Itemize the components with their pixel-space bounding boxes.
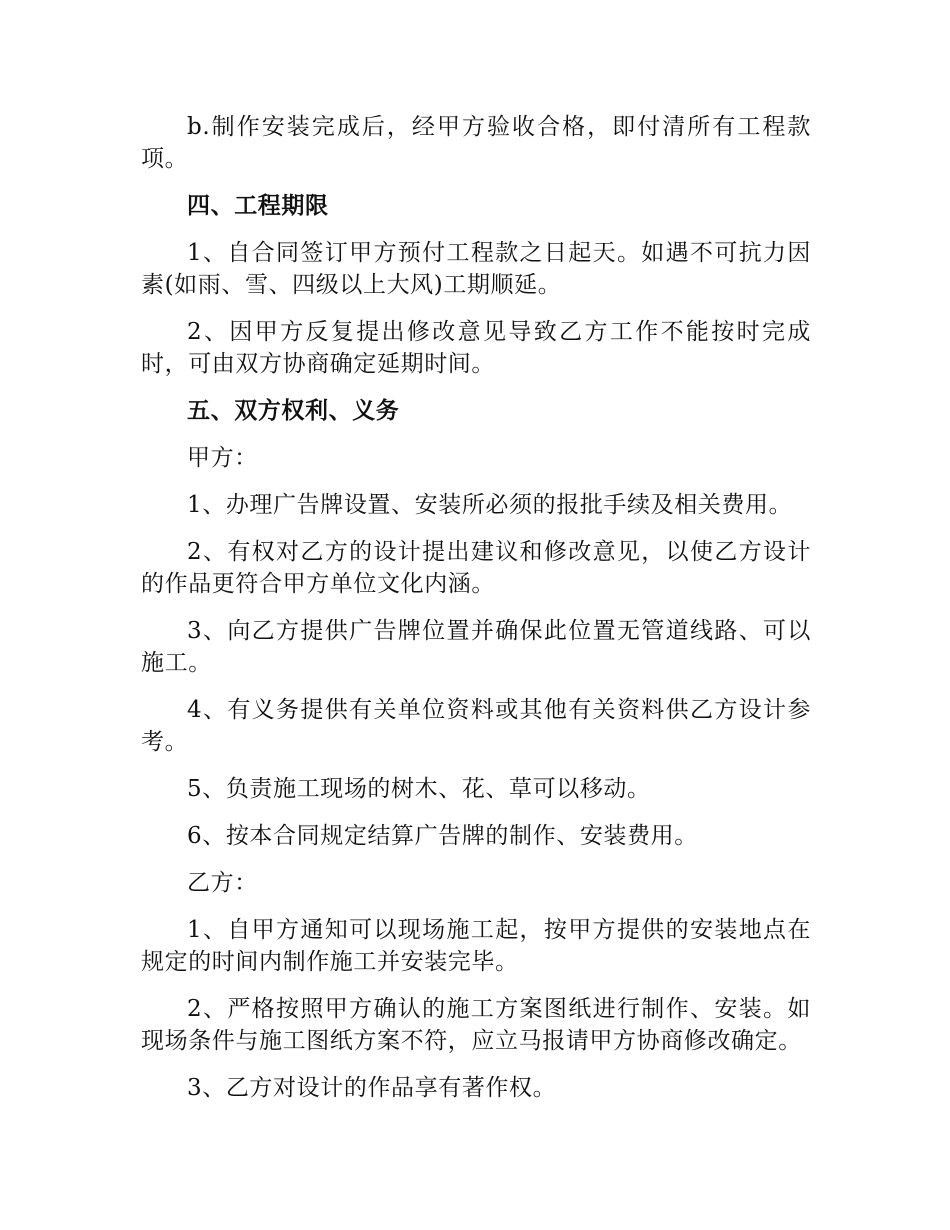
party-a-label: 甲方： xyxy=(187,445,258,471)
party-a-item-1: 1、办理广告牌设置、安装所必须的报批手续及相关费用。 xyxy=(187,492,793,518)
paragraph-payment-b: b.制作安装完成后，经甲方验收合格，即付清所有工程款项。 xyxy=(141,114,811,172)
party-a-item-3: 3、向乙方提供广告牌位置并确保此位置无管道线路、可以施工。 xyxy=(141,618,811,676)
party-a-item-5: 5、负责施工现场的树木、花、草可以移动。 xyxy=(187,776,651,802)
document-page xyxy=(141,111,811,1119)
section-heading-schedule: 四、工程期限 xyxy=(187,192,329,219)
party-b-item-3: 3、乙方对设计的作品享有著作权。 xyxy=(187,1075,557,1101)
party-a-item-2: 2、有权对乙方的设计提出建议和修改意见，以使乙方设计的作品更符合甲方单位文化内涵。 xyxy=(141,539,811,597)
paragraph-schedule-2: 2、因甲方反复提出修改意见导致乙方工作不能按时完成时，可由双方协商确定延期时间。 xyxy=(141,319,811,377)
party-b-item-2: 2、严格按照甲方确认的施工方案图纸进行制作、安装。如现场条件与施工图纸方案不符，应立马报请甲方协商修改确定。 xyxy=(141,996,811,1054)
party-b-item-1: 1、自甲方通知可以现场施工起，按甲方提供的安装地点在规定的时间内制作施工并安装完毕。 xyxy=(141,917,811,975)
section-heading-rights: 五、双方权利、义务 xyxy=(187,397,400,424)
party-b-label: 乙方： xyxy=(187,870,258,896)
paragraph-schedule-1: 1、自合同签订甲方预付工程款之日起天。如遇不可抗力因素(如雨、雪、四级以上大风)工期顺延。 xyxy=(141,240,811,298)
party-a-item-6: 6、按本合同规定结算广告牌的制作、安装费用。 xyxy=(187,823,698,849)
party-a-item-4: 4、有义务提供有关单位资料或其他有关资料供乙方设计参考。 xyxy=(141,697,811,755)
